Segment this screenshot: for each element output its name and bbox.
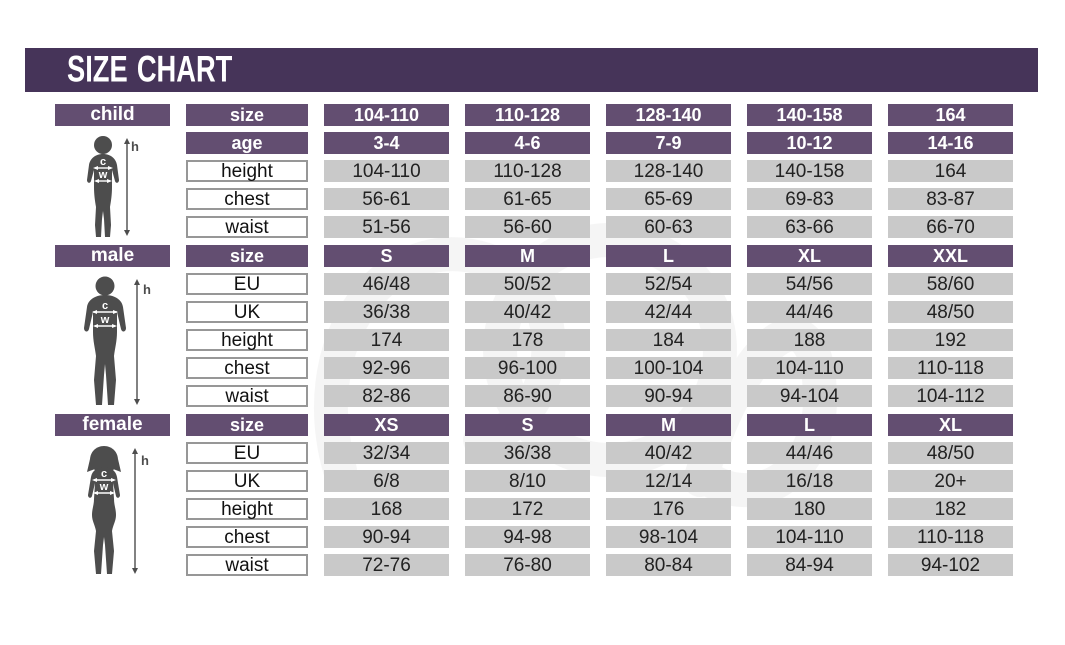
cell-female-size-3: L (747, 414, 872, 436)
cell-male-UK-3: 44/46 (747, 301, 872, 323)
cell-female-waist-0: 72-76 (324, 554, 449, 576)
cell-male-size-3: XL (747, 245, 872, 267)
cell-male-chest-4: 110-118 (888, 357, 1013, 379)
row-label-female-size: size (186, 414, 308, 436)
child-figure-icon (67, 135, 159, 239)
cell-female-waist-2: 80-84 (606, 554, 731, 576)
row-label-female-UK: UK (186, 470, 308, 492)
cell-female-height-1: 172 (465, 498, 590, 520)
title-bar (25, 48, 1038, 92)
cell-female-chest-1: 94-98 (465, 526, 590, 548)
section-child (55, 104, 1013, 238)
cell-child-chest-3: 69-83 (747, 188, 872, 210)
cell-child-waist-2: 60-63 (606, 216, 731, 238)
cell-male-waist-1: 86-90 (465, 385, 590, 407)
cell-child-age-0: 3-4 (324, 132, 449, 154)
cell-child-chest-0: 56-61 (324, 188, 449, 210)
section-female (55, 414, 1013, 576)
cell-child-height-0: 104-110 (324, 160, 449, 182)
cell-child-height-4: 164 (888, 160, 1013, 182)
cell-female-UK-3: 16/18 (747, 470, 872, 492)
waist-marker: w (100, 314, 109, 326)
cell-female-EU-0: 32/34 (324, 442, 449, 464)
cell-female-UK-2: 12/14 (606, 470, 731, 492)
row-label-male-waist: waist (186, 385, 308, 407)
cell-female-EU-3: 44/46 (747, 442, 872, 464)
female-figure-icon (63, 445, 163, 577)
cell-male-UK-0: 36/38 (324, 301, 449, 323)
waist-marker: w (98, 169, 107, 181)
cell-female-height-4: 182 (888, 498, 1013, 520)
cell-child-chest-2: 65-69 (606, 188, 731, 210)
cell-child-waist-3: 63-66 (747, 216, 872, 238)
row-label-child-chest: chest (186, 188, 308, 210)
section-title-female: female (55, 414, 170, 436)
row-label-child-size: size (186, 104, 308, 126)
cell-male-height-3: 188 (747, 329, 872, 351)
cell-child-age-3: 10-12 (747, 132, 872, 154)
cell-male-UK-4: 48/50 (888, 301, 1013, 323)
female-figure (55, 442, 170, 576)
cell-male-chest-3: 104-110 (747, 357, 872, 379)
cell-male-waist-0: 82-86 (324, 385, 449, 407)
row-label-female-chest: chest (186, 526, 308, 548)
chest-marker: c (100, 468, 107, 480)
cell-male-height-1: 178 (465, 329, 590, 351)
cell-child-size-0: 104-110 (324, 104, 449, 126)
child-figure (55, 132, 170, 238)
chest-marker: c (101, 300, 108, 312)
cell-child-chest-1: 61-65 (465, 188, 590, 210)
cell-child-size-1: 110-128 (465, 104, 590, 126)
cell-male-chest-0: 92-96 (324, 357, 449, 379)
row-label-child-height: height (186, 160, 308, 182)
cell-male-EU-1: 50/52 (465, 273, 590, 295)
cell-male-waist-3: 94-104 (747, 385, 872, 407)
row-label-child-age: age (186, 132, 308, 154)
cell-child-age-4: 14-16 (888, 132, 1013, 154)
cell-female-waist-3: 84-94 (747, 554, 872, 576)
cell-female-EU-4: 48/50 (888, 442, 1013, 464)
cell-female-size-4: XL (888, 414, 1013, 436)
cell-child-size-3: 140-158 (747, 104, 872, 126)
cell-female-size-0: XS (324, 414, 449, 436)
cell-male-EU-3: 54/56 (747, 273, 872, 295)
cell-male-EU-0: 46/48 (324, 273, 449, 295)
cell-child-size-2: 128-140 (606, 104, 731, 126)
cell-male-waist-4: 104-112 (888, 385, 1013, 407)
cell-female-height-2: 176 (606, 498, 731, 520)
cell-female-waist-4: 94-102 (888, 554, 1013, 576)
cell-male-chest-2: 100-104 (606, 357, 731, 379)
cell-female-chest-3: 104-110 (747, 526, 872, 548)
cell-female-height-0: 168 (324, 498, 449, 520)
cell-male-waist-2: 90-94 (606, 385, 731, 407)
cell-male-size-0: S (324, 245, 449, 267)
cell-male-chest-1: 96-100 (465, 357, 590, 379)
cell-male-size-1: M (465, 245, 590, 267)
cell-male-height-4: 192 (888, 329, 1013, 351)
height-marker: h (140, 453, 149, 468)
waist-marker: w (99, 481, 108, 493)
cell-female-EU-1: 36/38 (465, 442, 590, 464)
cell-female-EU-2: 40/42 (606, 442, 731, 464)
section-male (55, 245, 1013, 407)
row-label-male-chest: chest (186, 357, 308, 379)
section-title-male: male (55, 245, 170, 267)
row-label-female-height: height (186, 498, 308, 520)
cell-child-waist-1: 56-60 (465, 216, 590, 238)
cell-male-size-2: L (606, 245, 731, 267)
section-title-child: child (55, 104, 170, 126)
cell-male-UK-1: 40/42 (465, 301, 590, 323)
cell-child-height-3: 140-158 (747, 160, 872, 182)
cell-child-waist-4: 66-70 (888, 216, 1013, 238)
cell-female-height-3: 180 (747, 498, 872, 520)
cell-female-UK-1: 8/10 (465, 470, 590, 492)
chest-marker: c (99, 156, 106, 168)
cell-child-waist-0: 51-56 (324, 216, 449, 238)
row-label-male-height: height (186, 329, 308, 351)
cell-child-chest-4: 83-87 (888, 188, 1013, 210)
height-marker: h (130, 139, 139, 154)
cell-female-chest-0: 90-94 (324, 526, 449, 548)
row-label-female-waist: waist (186, 554, 308, 576)
cell-female-chest-4: 110-118 (888, 526, 1013, 548)
cell-child-size-4: 164 (888, 104, 1013, 126)
page-title: SIZE CHART (67, 49, 233, 90)
cell-child-age-1: 4-6 (465, 132, 590, 154)
row-label-male-UK: UK (186, 301, 308, 323)
male-figure (55, 273, 170, 407)
cell-male-size-4: XXL (888, 245, 1013, 267)
row-label-female-EU: EU (186, 442, 308, 464)
cell-female-UK-0: 6/8 (324, 470, 449, 492)
male-figure-icon (63, 276, 163, 408)
cell-female-chest-2: 98-104 (606, 526, 731, 548)
cell-female-UK-4: 20+ (888, 470, 1013, 492)
cell-male-UK-2: 42/44 (606, 301, 731, 323)
cell-child-age-2: 7-9 (606, 132, 731, 154)
cell-female-size-1: S (465, 414, 590, 436)
cell-child-height-1: 110-128 (465, 160, 590, 182)
size-tables (55, 104, 1013, 583)
row-label-male-size: size (186, 245, 308, 267)
cell-male-height-0: 174 (324, 329, 449, 351)
height-marker: h (142, 282, 151, 297)
cell-female-waist-1: 76-80 (465, 554, 590, 576)
row-label-child-waist: waist (186, 216, 308, 238)
cell-male-height-2: 184 (606, 329, 731, 351)
row-label-male-EU: EU (186, 273, 308, 295)
cell-male-EU-2: 52/54 (606, 273, 731, 295)
cell-male-EU-4: 58/60 (888, 273, 1013, 295)
cell-female-size-2: M (606, 414, 731, 436)
cell-child-height-2: 128-140 (606, 160, 731, 182)
